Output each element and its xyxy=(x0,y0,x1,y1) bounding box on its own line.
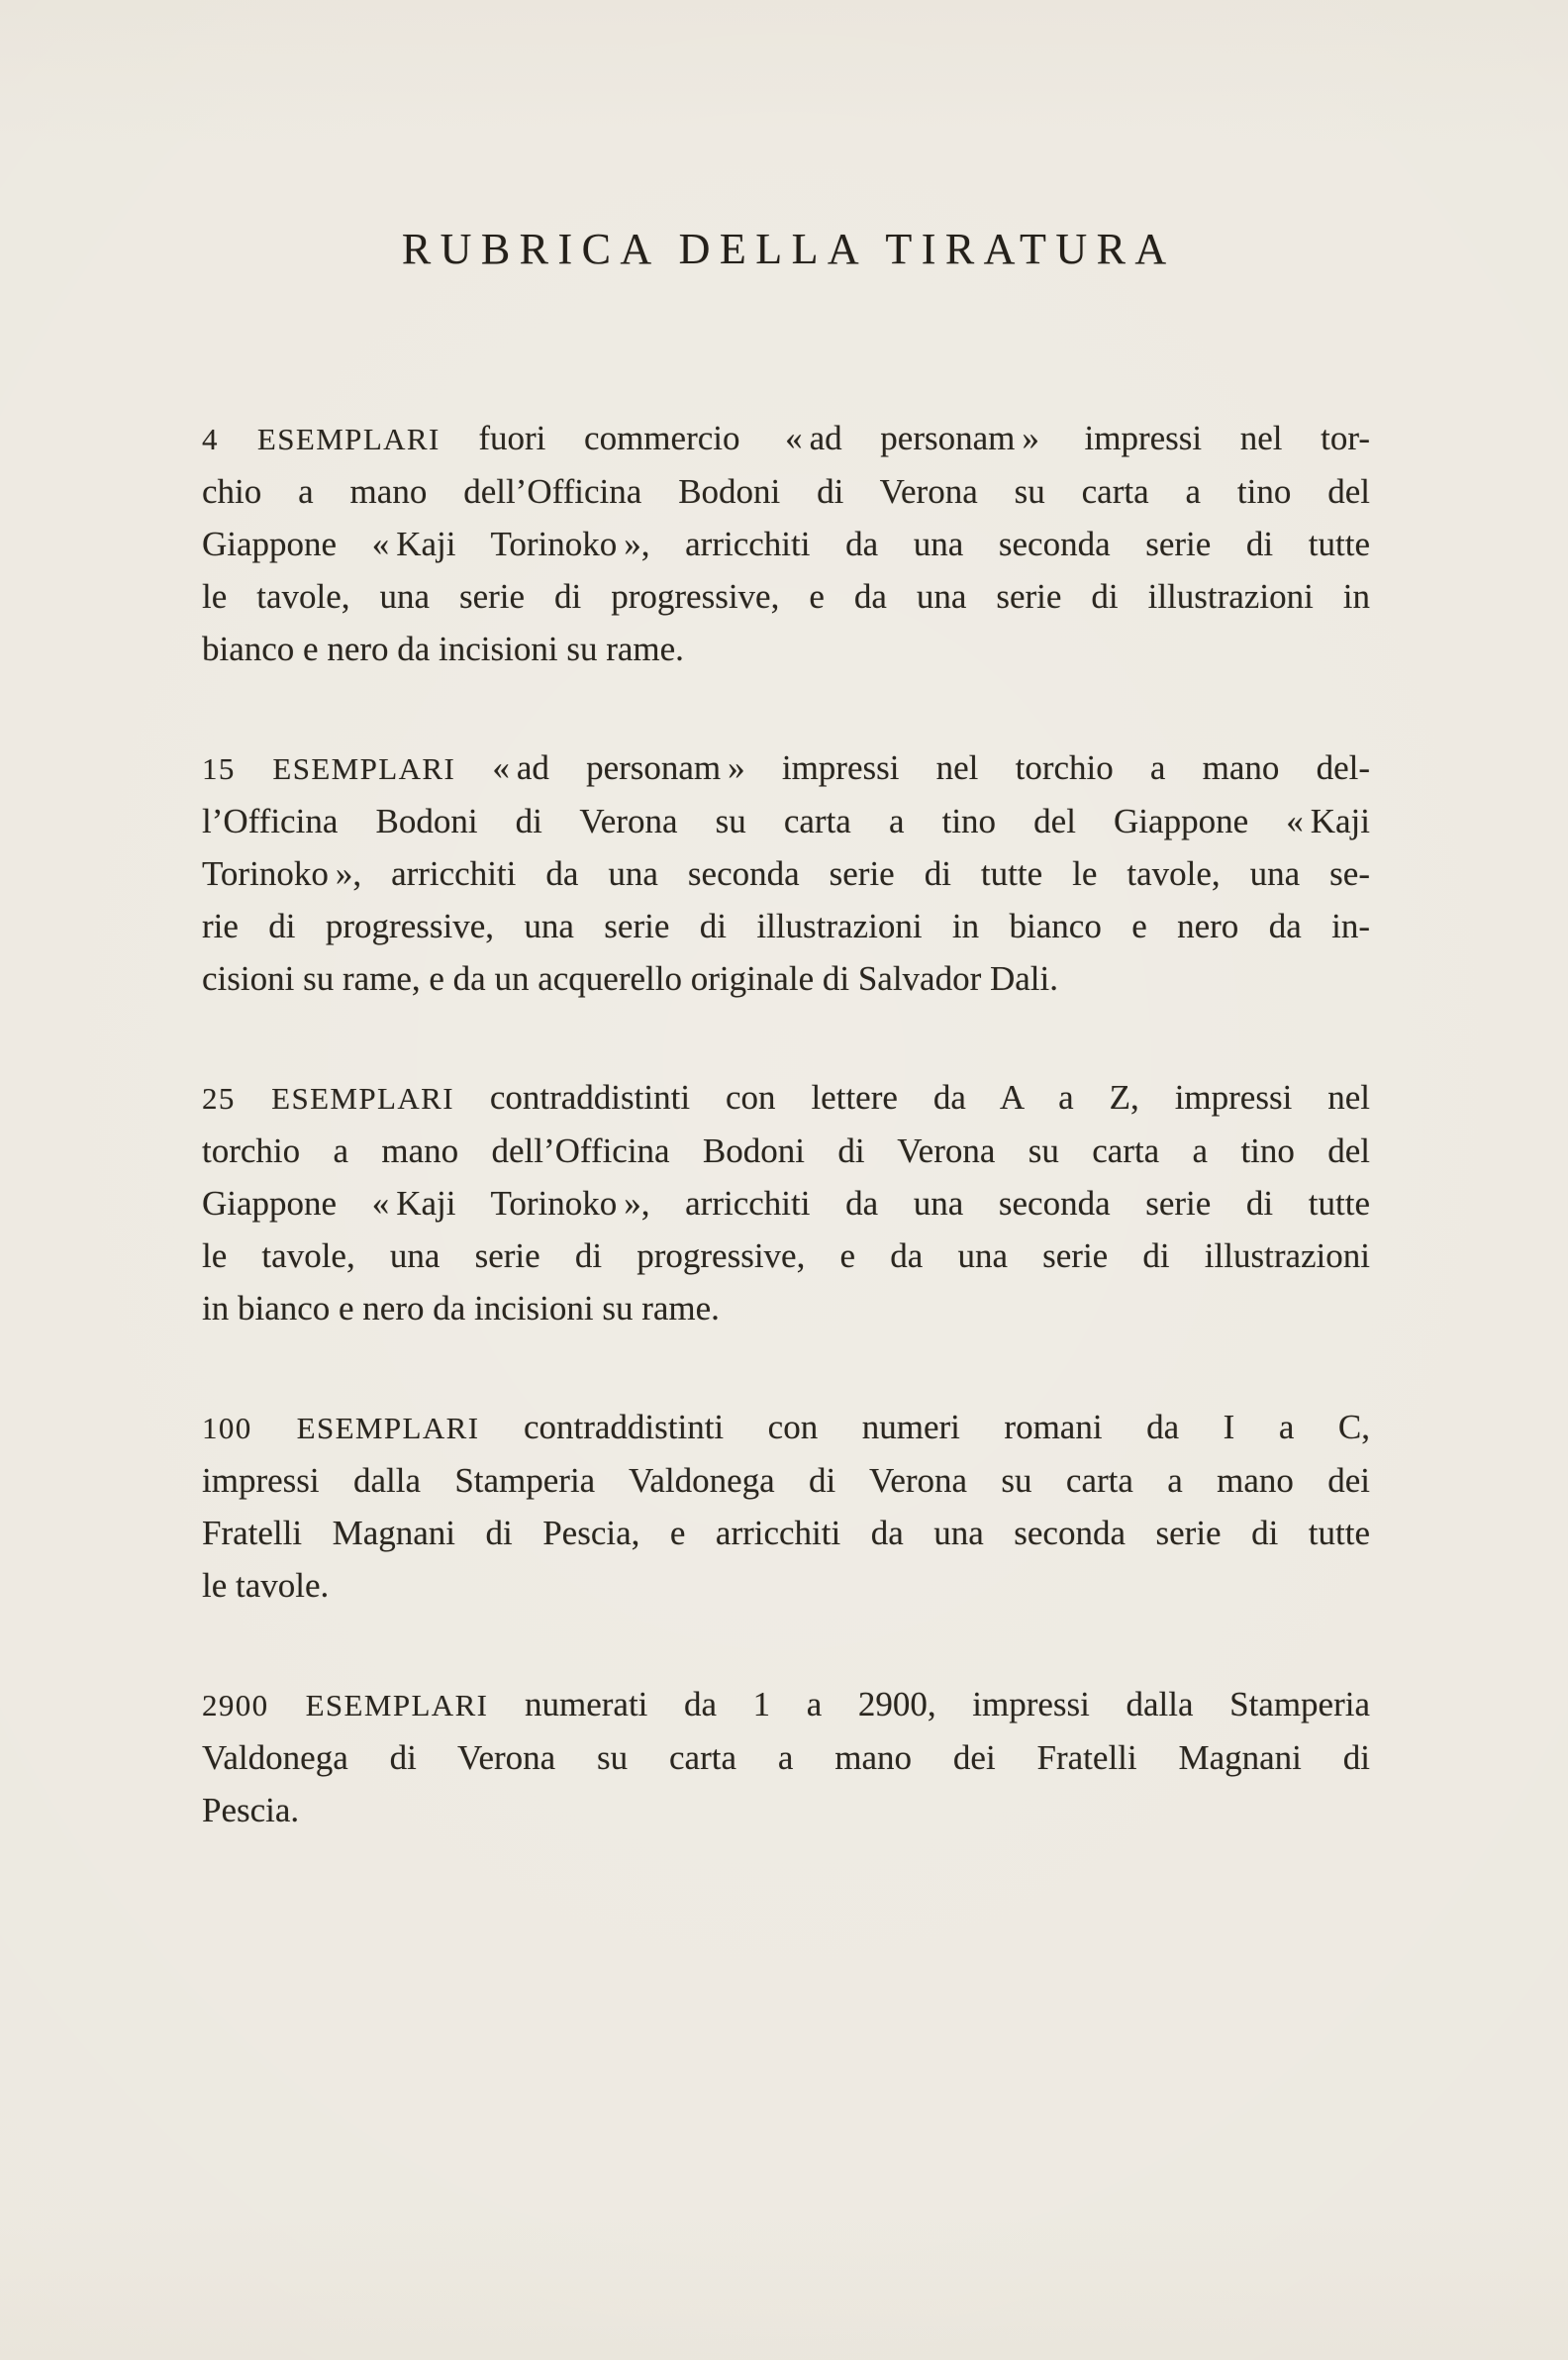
text-line: le tavole. xyxy=(202,1566,330,1605)
edition-paragraph xyxy=(202,1401,1370,1612)
text-line: impressi dalla Stamperia Valdonega di Verona su carta a mano dei xyxy=(202,1461,1370,1500)
text-line: Pescia. xyxy=(202,1791,300,1829)
text-line: 2900 ESEMPLARI numerati da 1 a 2900, impressi dalla Stamperia xyxy=(202,1685,1370,1723)
text-line: le tavole, una serie di progressive, e da una serie di illustrazioni xyxy=(202,1236,1370,1275)
page-title: RUBRICA DELLA TIRATURA xyxy=(401,225,1176,273)
text-line: le tavole, una serie di progressive, e da una serie di illustrazioni in xyxy=(202,577,1370,616)
text-line: 15 ESEMPLARI « ad personam » impressi nel torchio a mano del- xyxy=(202,748,1370,787)
page-body xyxy=(202,412,1370,1836)
edition-paragraph xyxy=(202,741,1370,1005)
edition-paragraph xyxy=(202,412,1370,675)
text-line: Valdonega di Verona su carta a mano dei Fratelli Magnani di xyxy=(202,1738,1370,1777)
text-line: l’Officina Bodoni di Verona su carta a tino del Giappone « Kaji xyxy=(202,802,1370,840)
text-line: Torinoko », arricchiti da una seconda serie di tutte le tavole, una se- xyxy=(202,854,1370,893)
text-line: Giappone « Kaji Torinoko », arricchiti da una seconda serie di tutte xyxy=(202,525,1370,563)
edition-paragraph xyxy=(202,1071,1370,1334)
text-line: 25 ESEMPLARI contraddistinti con lettere da A a Z, impressi nel xyxy=(202,1078,1370,1117)
text-line: rie di progressive, una serie di illustrazioni in bianco e nero da in- xyxy=(202,907,1370,945)
text-line: cisioni su rame, e da un acquerello originale di Salvador Dali. xyxy=(202,959,1059,998)
edition-count-label: 100 ESEMPLARI xyxy=(202,1411,480,1445)
text-line: 4 ESEMPLARI fuori commercio « ad personam » impressi nel tor- xyxy=(202,419,1370,457)
text-line: bianco e nero da incisioni su rame. xyxy=(202,630,684,668)
edition-count-label: 15 ESEMPLARI xyxy=(202,751,456,786)
text-line: in bianco e nero da incisioni su rame. xyxy=(202,1289,720,1328)
text-line: chio a mano dell’Officina Bodoni di Verona su carta a tino del xyxy=(202,472,1370,511)
edition-count-label: 25 ESEMPLARI xyxy=(202,1081,454,1116)
edition-count-label: 4 ESEMPLARI xyxy=(202,422,441,456)
text-line: 100 ESEMPLARI contraddistinti con numeri romani da I a C, xyxy=(202,1408,1370,1446)
text-line: Giappone « Kaji Torinoko », arricchiti da una seconda serie di tutte xyxy=(202,1184,1370,1223)
edition-count-label: 2900 ESEMPLARI xyxy=(202,1688,489,1722)
text-line: torchio a mano dell’Officina Bodoni di Verona su carta a tino del xyxy=(202,1131,1370,1170)
edition-paragraph xyxy=(202,1678,1370,1836)
text-line: Fratelli Magnani di Pescia, e arricchiti da una seconda serie di tutte xyxy=(202,1514,1370,1552)
